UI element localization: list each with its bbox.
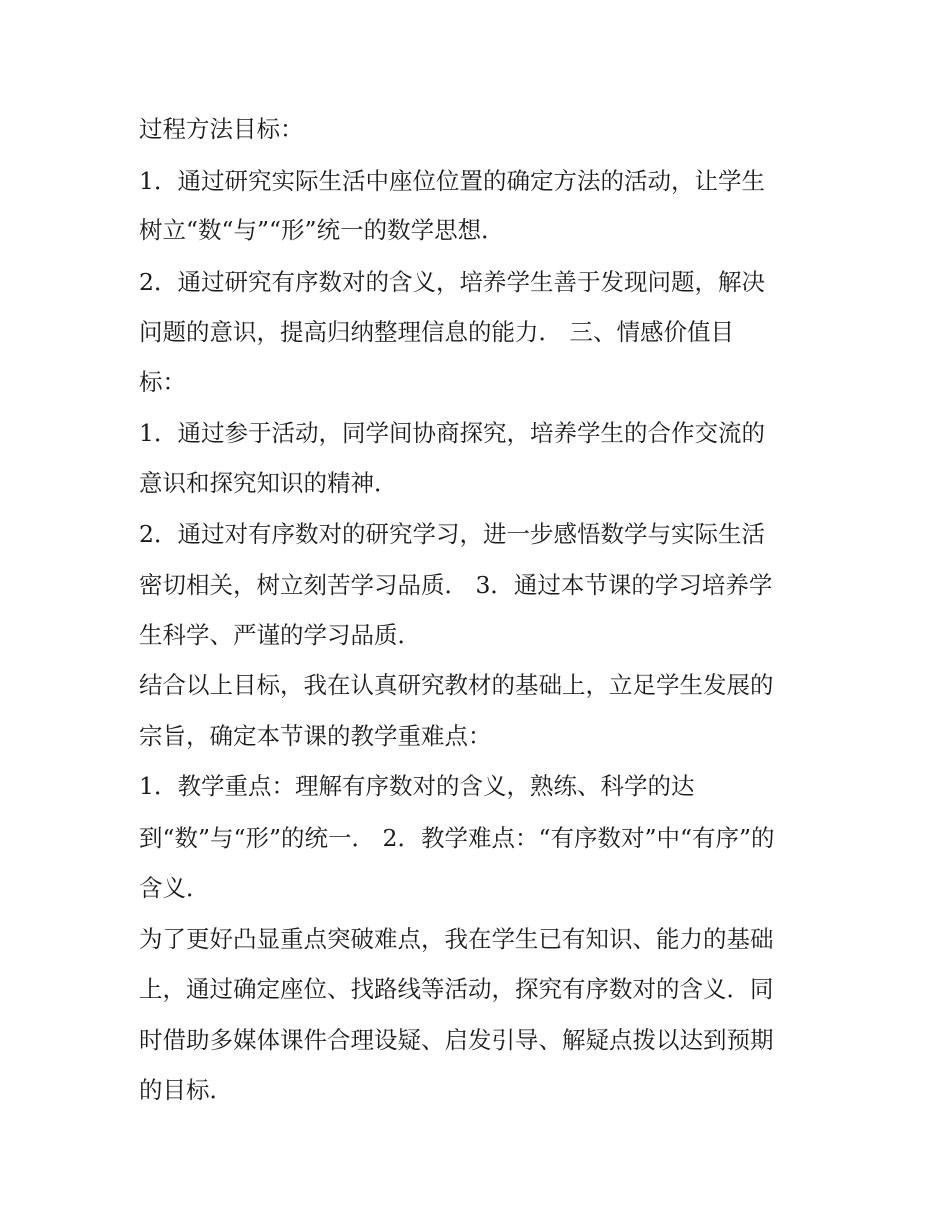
text-line: 树立“数“与”“形”统一的数学思想． xyxy=(139,216,505,244)
text-line: 过程方法目标： xyxy=(139,115,304,143)
text-line: 为了更好凸显重点突破难点，我在学生已有知识、能力的基础 xyxy=(139,925,774,953)
text-line: 1．通过参于活动，同学间协商探究，培养学生的合作交流的 xyxy=(139,419,765,447)
text-line: 时借助多媒体课件合理设疑、启发引导、解疑点拨以达到预期 xyxy=(139,1026,774,1054)
text-line: 1．教学重点：理解有序数对的含义，熟练、科学的达 xyxy=(139,772,695,800)
text-line: 2．通过研究有序数对的含义，培养学生善于发现问题，解决 xyxy=(139,268,765,296)
text-line: 2．通过对有序数对的研究学习，进一步感悟数学与实际生活 xyxy=(139,520,765,548)
text-line: 的目标． xyxy=(139,1076,233,1104)
text-line: 结合以上目标，我在认真研究教材的基础上，立足学生发展的 xyxy=(139,671,774,699)
text-line: 含义． xyxy=(139,874,210,902)
text-line: 1．通过研究实际生活中座位位置的确定方法的活动，让学生 xyxy=(139,167,765,195)
text-line: 宗旨，确定本节课的教学重难点： xyxy=(139,722,492,750)
text-line: 问题的意识，提高归纳整理信息的能力． 三、情感价值目 xyxy=(139,318,734,346)
text-line: 意识和探究知识的精神． xyxy=(139,469,398,497)
text-line: 上，通过确定座位、找路线等活动，探究有序数对的含义．同 xyxy=(139,975,774,1003)
text-line: 生科学、严谨的学习品质． xyxy=(139,621,421,649)
text-line: 密切相关，树立刻苦学习品质． 3．通过本节课的学习培养学 xyxy=(139,571,773,599)
text-line: 标： xyxy=(139,368,186,396)
text-line: 到“数”与“形”的统一． 2．教学难点：“有序数对”中“有序”的 xyxy=(139,824,775,852)
